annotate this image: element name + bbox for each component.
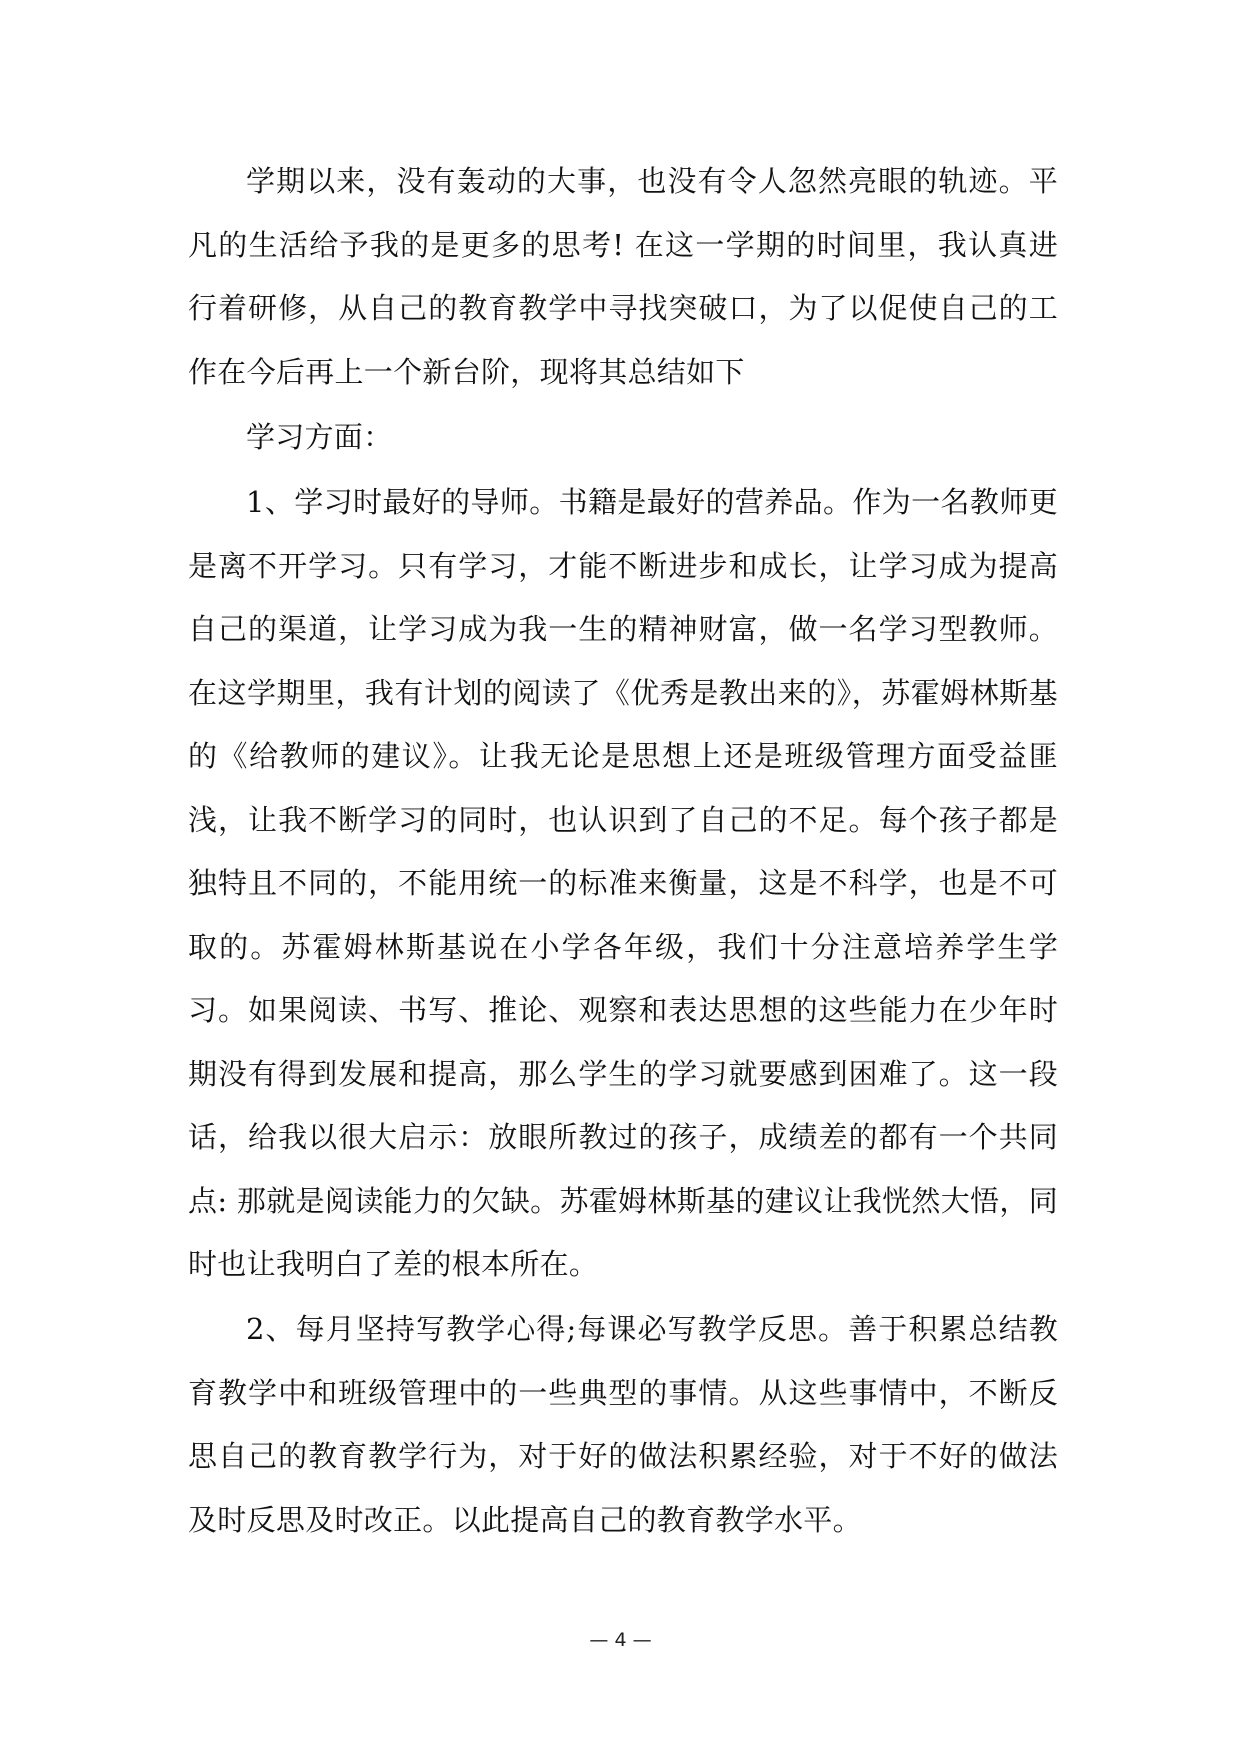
paragraph-study-point-1: 1、学习时最好的导师。书籍是最好的营养品。作为一名教师更是离不开学习。只有学习，才能不断进步和成长，让学习成为提高自己的渠道，让学习成为我一生的精神财富，做一名学习型教师。在这学期里，我有计划的阅读了《优秀是教出来的》，苏霍姆林斯基的《给教师的建议》。让我无论是思想上还是班级管理方面受益匪浅，让我不断学习的同时，也认识到了自己的不足。每个孩子都是独特且不同的，不能用统一的标准来衡量，这是不科学，也是不可取的。苏霍姆林斯基说在小学各年级，我们十分注意培养学生学习。如果阅读、书写、推论、观察和表达思想的这些能力在少年时期没有得到发展和提高，那么学生的学习就要感到困难了。这一段话，给我以很大启示：放眼所教过的孩子，成绩差的都有一个共同点: 那就是阅读能力的欠缺。苏霍姆林斯基的建议让我恍然大悟，同时也让我明白了差的根本所在。 [188, 485, 1058, 1282]
document-body [188, 150, 1058, 1554]
paragraph-study-point-2: 2、每月坚持写教学心得;每课必写教学反思。善于积累总结教育教学中和班级管理中的一些典型的事情。从这些事情中，不断反思自己的教育教学行为，对于好的做法积累经验，对于不好的做法及时反思及时改正。以此提高自己的教育教学水平。 [188, 1312, 1058, 1537]
page-number: — 4 — [589, 1629, 652, 1651]
paragraph-study-heading: 学习方面： [246, 419, 393, 454]
paragraph-intro: 学期以来，没有轰动的大事，也没有令人忽然亮眼的轨迹。平凡的生活给予我的是更多的思考! 在这一学期的时间里，我认真进行着研修，从自己的教育教学中寻找突破口，为了以促使自己的工作在今后再上一个新台阶，现将其总结如下 [188, 164, 1058, 389]
